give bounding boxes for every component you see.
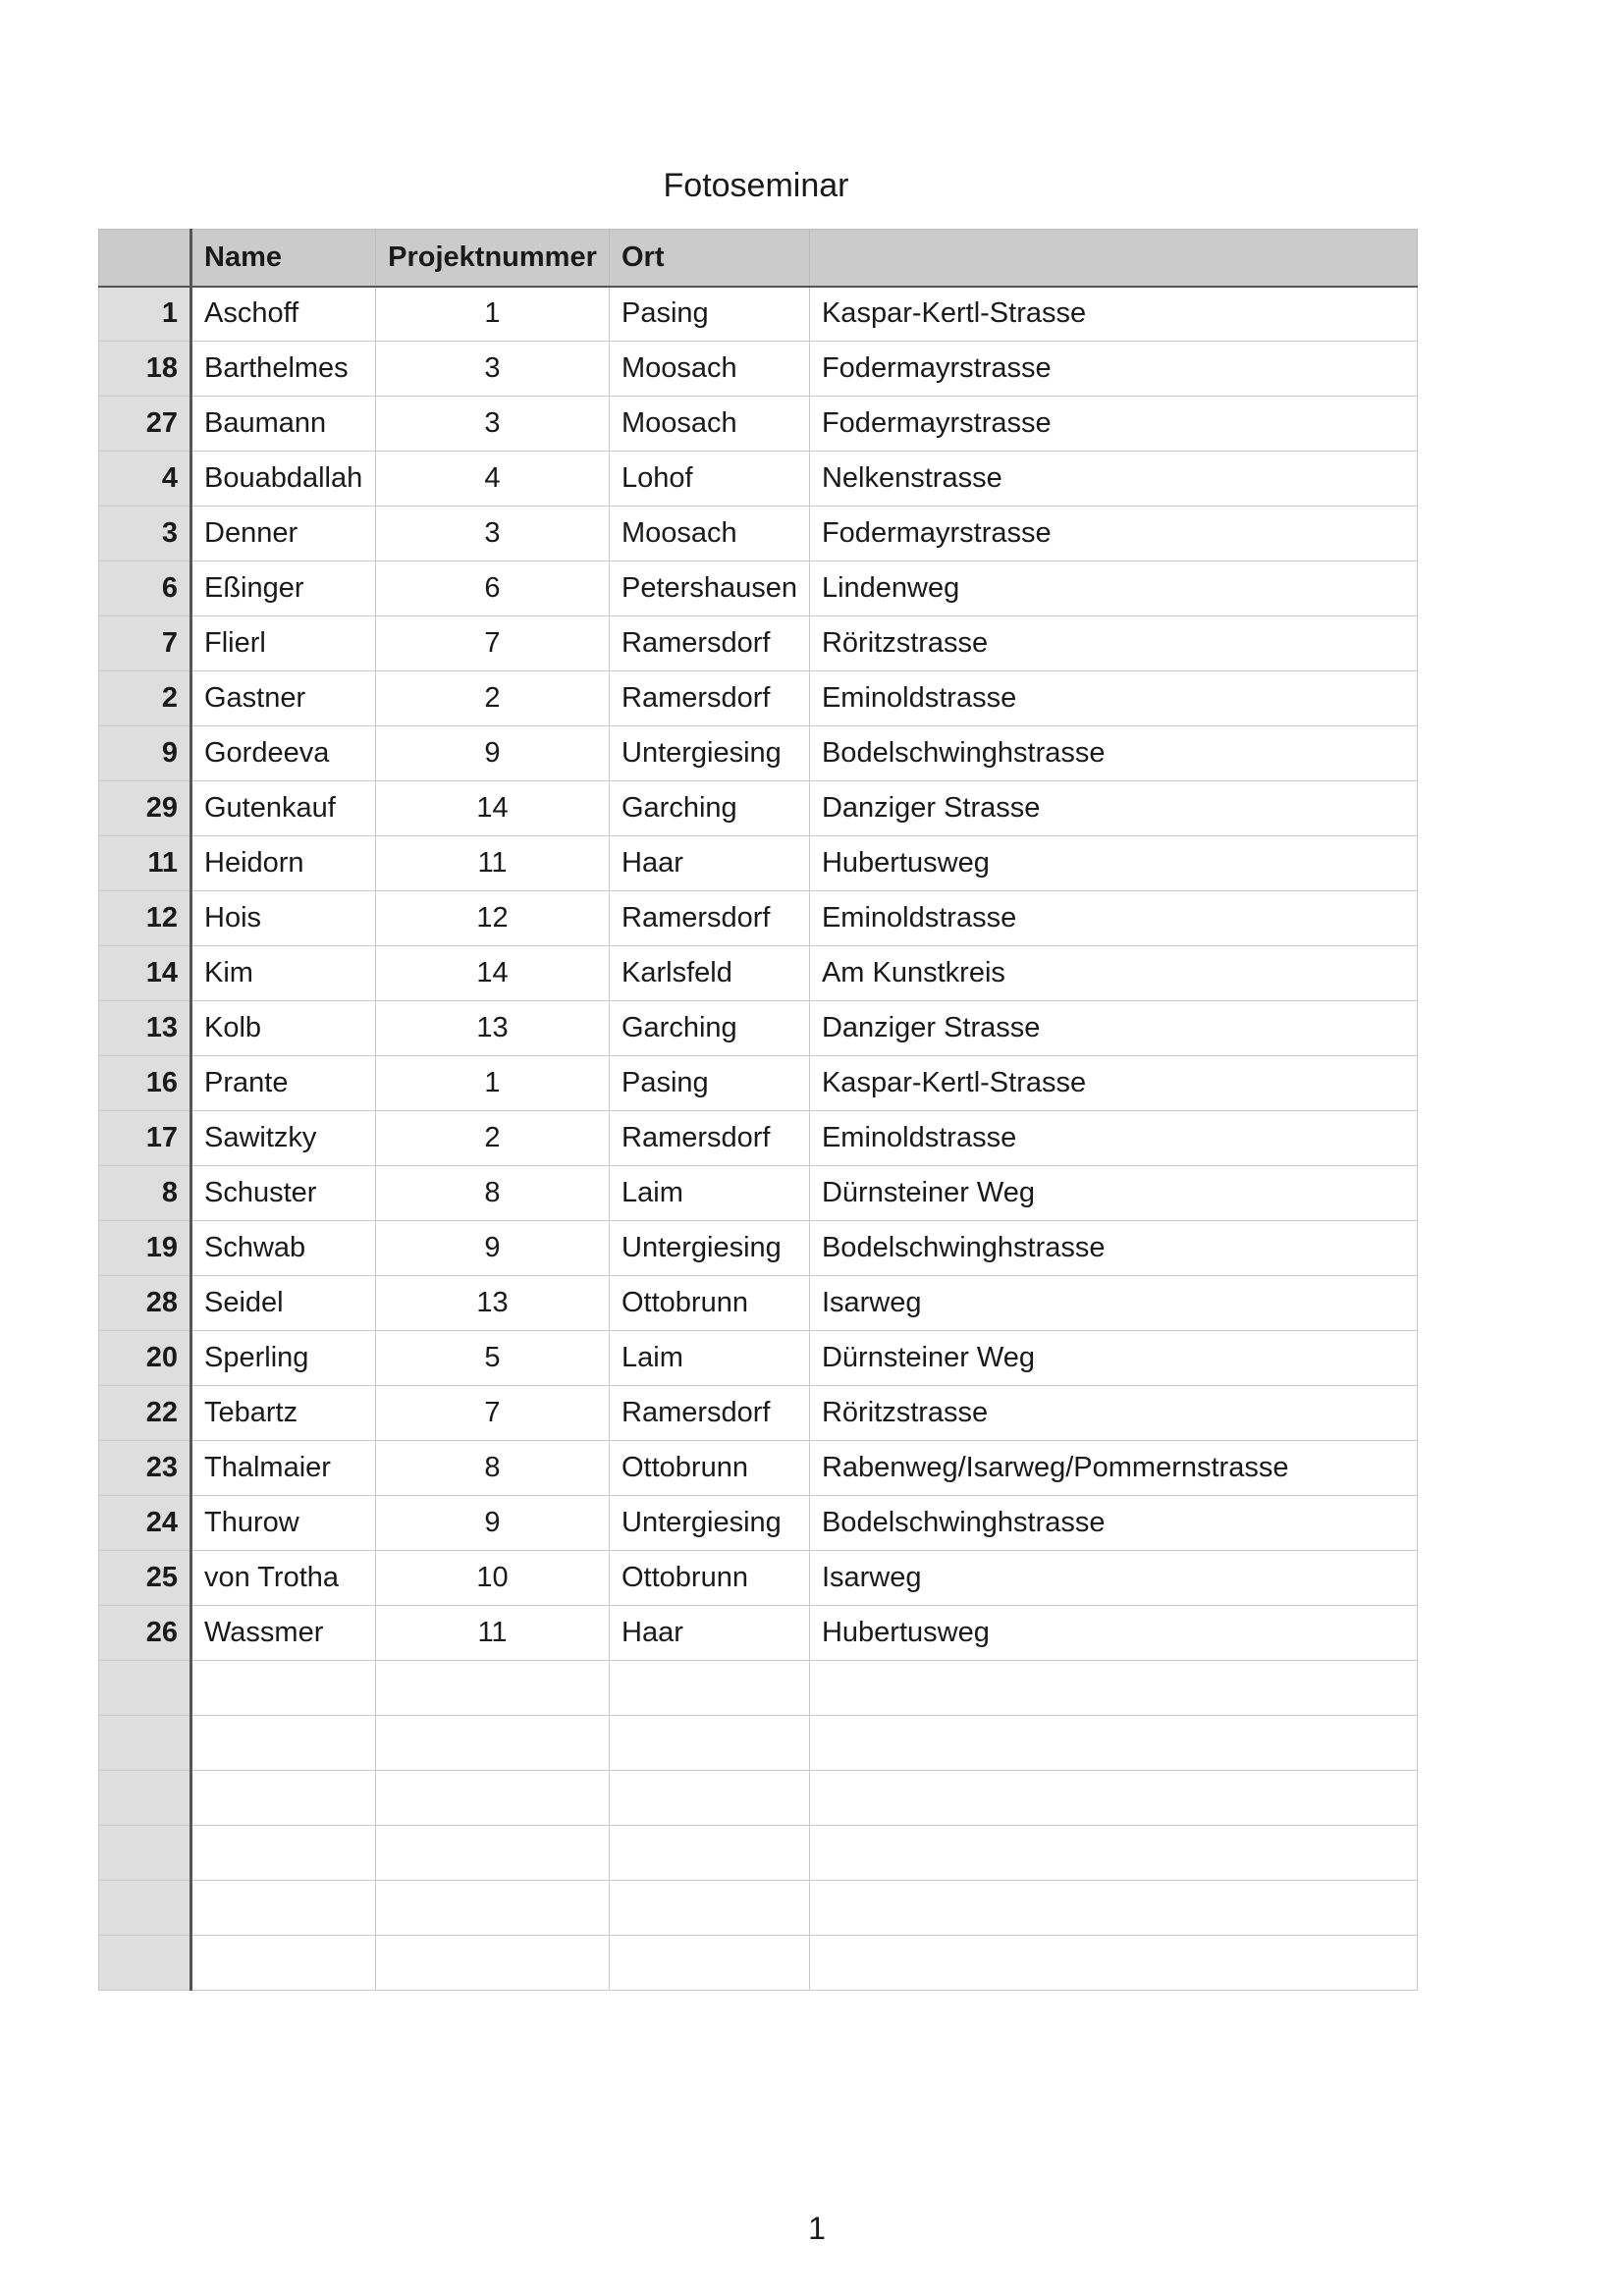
- row-index-cell: 28: [99, 1276, 191, 1331]
- name-cell: Barthelmes: [191, 342, 376, 397]
- projektnummer-cell: 8: [376, 1166, 610, 1221]
- ort-cell: Lohof: [610, 452, 810, 507]
- row-index-cell: 13: [99, 1001, 191, 1056]
- name-cell: von Trotha: [191, 1551, 376, 1606]
- table-row: [99, 1386, 1418, 1441]
- strasse-cell: Isarweg: [809, 1551, 1417, 1606]
- table-row: [99, 671, 1418, 726]
- header-strasse: [809, 230, 1417, 287]
- projektnummer-cell: [376, 1936, 610, 1991]
- ort-cell: Ramersdorf: [610, 671, 810, 726]
- table-row: [99, 1001, 1418, 1056]
- projektnummer-cell: [376, 1661, 610, 1716]
- table-row: [99, 1881, 1418, 1936]
- strasse-cell: Fodermayrstrasse: [809, 397, 1417, 452]
- table-row: [99, 287, 1418, 342]
- ort-cell: Pasing: [610, 1056, 810, 1111]
- strasse-cell: Bodelschwinghstrasse: [809, 1496, 1417, 1551]
- ort-cell: [610, 1936, 810, 1991]
- projektnummer-cell: 2: [376, 1111, 610, 1166]
- projektnummer-cell: 5: [376, 1331, 610, 1386]
- row-index-cell: 17: [99, 1111, 191, 1166]
- strasse-cell: Bodelschwinghstrasse: [809, 1221, 1417, 1276]
- name-cell: Schuster: [191, 1166, 376, 1221]
- row-index-cell: 22: [99, 1386, 191, 1441]
- table-row: [99, 1221, 1418, 1276]
- name-cell: Thalmaier: [191, 1441, 376, 1496]
- table-row: [99, 342, 1418, 397]
- row-index-cell: 6: [99, 561, 191, 616]
- row-index-cell: 16: [99, 1056, 191, 1111]
- projektnummer-cell: [376, 1771, 610, 1826]
- row-index-cell: 7: [99, 616, 191, 671]
- name-cell: Baumann: [191, 397, 376, 452]
- projektnummer-cell: 9: [376, 726, 610, 781]
- row-index-cell: 23: [99, 1441, 191, 1496]
- ort-cell: Laim: [610, 1166, 810, 1221]
- projektnummer-cell: 1: [376, 287, 610, 342]
- strasse-cell: Röritzstrasse: [809, 616, 1417, 671]
- strasse-cell: Fodermayrstrasse: [809, 507, 1417, 561]
- table-row: [99, 1496, 1418, 1551]
- name-cell: [191, 1826, 376, 1881]
- row-index-cell: [99, 1936, 191, 1991]
- projektnummer-cell: 14: [376, 781, 610, 836]
- strasse-cell: [809, 1716, 1417, 1771]
- strasse-cell: Kaspar-Kertl-Strasse: [809, 287, 1417, 342]
- ort-cell: Ramersdorf: [610, 1111, 810, 1166]
- projektnummer-cell: 7: [376, 616, 610, 671]
- page-title: Fotoseminar: [663, 167, 849, 204]
- projektnummer-cell: 13: [376, 1276, 610, 1331]
- ort-cell: Moosach: [610, 397, 810, 452]
- ort-cell: Ottobrunn: [610, 1551, 810, 1606]
- projektnummer-cell: 7: [376, 1386, 610, 1441]
- table-row: [99, 1111, 1418, 1166]
- participants-table: [98, 229, 1418, 1991]
- projektnummer-cell: 13: [376, 1001, 610, 1056]
- table-row: [99, 1166, 1418, 1221]
- row-index-cell: 19: [99, 1221, 191, 1276]
- name-cell: Prante: [191, 1056, 376, 1111]
- ort-cell: Karlsfeld: [610, 946, 810, 1001]
- ort-cell: Petershausen: [610, 561, 810, 616]
- projektnummer-cell: 2: [376, 671, 610, 726]
- projektnummer-cell: 11: [376, 836, 610, 891]
- table-row: [99, 1441, 1418, 1496]
- row-index-cell: [99, 1771, 191, 1826]
- row-index-cell: 1: [99, 287, 191, 342]
- strasse-cell: Danziger Strasse: [809, 1001, 1417, 1056]
- table-row: [99, 1936, 1418, 1991]
- table-row: [99, 397, 1418, 452]
- projektnummer-cell: 6: [376, 561, 610, 616]
- strasse-cell: [809, 1936, 1417, 1991]
- projektnummer-cell: [376, 1881, 610, 1936]
- strasse-cell: Dürnsteiner Weg: [809, 1331, 1417, 1386]
- table-row: [99, 1661, 1418, 1716]
- table-row: [99, 1606, 1418, 1661]
- table-row: [99, 1276, 1418, 1331]
- projektnummer-cell: [376, 1716, 610, 1771]
- projektnummer-cell: 1: [376, 1056, 610, 1111]
- name-cell: Bouabdallah: [191, 452, 376, 507]
- name-cell: [191, 1661, 376, 1716]
- ort-cell: Ottobrunn: [610, 1441, 810, 1496]
- name-cell: [191, 1771, 376, 1826]
- table-row: [99, 1056, 1418, 1111]
- strasse-cell: [809, 1661, 1417, 1716]
- row-index-cell: [99, 1881, 191, 1936]
- page-number: 1: [808, 2211, 826, 2246]
- table-row: [99, 452, 1418, 507]
- name-cell: Seidel: [191, 1276, 376, 1331]
- projektnummer-cell: [376, 1826, 610, 1881]
- name-cell: Sawitzky: [191, 1111, 376, 1166]
- table-row: [99, 1826, 1418, 1881]
- name-cell: Eßinger: [191, 561, 376, 616]
- row-index-cell: 4: [99, 452, 191, 507]
- table-row: [99, 1331, 1418, 1386]
- projektnummer-cell: 14: [376, 946, 610, 1001]
- header-ort: Ort: [610, 230, 810, 287]
- row-index-cell: 2: [99, 671, 191, 726]
- projektnummer-cell: 9: [376, 1496, 610, 1551]
- row-index-cell: 29: [99, 781, 191, 836]
- table-row: [99, 1551, 1418, 1606]
- ort-cell: Ottobrunn: [610, 1276, 810, 1331]
- name-cell: Flierl: [191, 616, 376, 671]
- header-index: [99, 230, 191, 287]
- table-row: [99, 507, 1418, 561]
- row-index-cell: 26: [99, 1606, 191, 1661]
- projektnummer-cell: 3: [376, 397, 610, 452]
- strasse-cell: Hubertusweg: [809, 836, 1417, 891]
- row-index-cell: 11: [99, 836, 191, 891]
- ort-cell: Untergiesing: [610, 1496, 810, 1551]
- name-cell: Heidorn: [191, 836, 376, 891]
- ort-cell: Haar: [610, 836, 810, 891]
- name-cell: Aschoff: [191, 287, 376, 342]
- strasse-cell: Eminoldstrasse: [809, 1111, 1417, 1166]
- header-row: [99, 230, 1418, 287]
- ort-cell: Untergiesing: [610, 1221, 810, 1276]
- strasse-cell: Danziger Strasse: [809, 781, 1417, 836]
- table-row: [99, 836, 1418, 891]
- name-cell: Kolb: [191, 1001, 376, 1056]
- strasse-cell: Fodermayrstrasse: [809, 342, 1417, 397]
- row-index-cell: [99, 1716, 191, 1771]
- header-projektnummer: Projektnummer: [376, 230, 610, 287]
- ort-cell: Ramersdorf: [610, 616, 810, 671]
- row-index-cell: 27: [99, 397, 191, 452]
- name-cell: Sperling: [191, 1331, 376, 1386]
- row-index-cell: 3: [99, 507, 191, 561]
- ort-cell: Laim: [610, 1331, 810, 1386]
- name-cell: [191, 1881, 376, 1936]
- ort-cell: Pasing: [610, 287, 810, 342]
- strasse-cell: Kaspar-Kertl-Strasse: [809, 1056, 1417, 1111]
- strasse-cell: Rabenweg/Isarweg/Pommernstrasse: [809, 1441, 1417, 1496]
- name-cell: Hois: [191, 891, 376, 946]
- table-row: [99, 1716, 1418, 1771]
- strasse-cell: Bodelschwinghstrasse: [809, 726, 1417, 781]
- row-index-cell: [99, 1661, 191, 1716]
- row-index-cell: 20: [99, 1331, 191, 1386]
- strasse-cell: [809, 1771, 1417, 1826]
- ort-cell: Moosach: [610, 342, 810, 397]
- ort-cell: [610, 1881, 810, 1936]
- row-index-cell: 8: [99, 1166, 191, 1221]
- ort-cell: [610, 1826, 810, 1881]
- name-cell: [191, 1716, 376, 1771]
- name-cell: Gordeeva: [191, 726, 376, 781]
- strasse-cell: Eminoldstrasse: [809, 671, 1417, 726]
- ort-cell: [610, 1716, 810, 1771]
- name-cell: Gutenkauf: [191, 781, 376, 836]
- projektnummer-cell: 9: [376, 1221, 610, 1276]
- row-index-cell: 24: [99, 1496, 191, 1551]
- header-name: Name: [191, 230, 376, 287]
- ort-cell: Untergiesing: [610, 726, 810, 781]
- strasse-cell: Am Kunstkreis: [809, 946, 1417, 1001]
- projektnummer-cell: 3: [376, 342, 610, 397]
- ort-cell: Ramersdorf: [610, 1386, 810, 1441]
- table-row: [99, 726, 1418, 781]
- ort-cell: Ramersdorf: [610, 891, 810, 946]
- ort-cell: Garching: [610, 1001, 810, 1056]
- table-row: [99, 616, 1418, 671]
- strasse-cell: [809, 1826, 1417, 1881]
- row-index-cell: [99, 1826, 191, 1881]
- projektnummer-cell: 4: [376, 452, 610, 507]
- strasse-cell: Eminoldstrasse: [809, 891, 1417, 946]
- strasse-cell: Röritzstrasse: [809, 1386, 1417, 1441]
- name-cell: Denner: [191, 507, 376, 561]
- row-index-cell: 12: [99, 891, 191, 946]
- name-cell: Schwab: [191, 1221, 376, 1276]
- strasse-cell: Hubertusweg: [809, 1606, 1417, 1661]
- table-row: [99, 946, 1418, 1001]
- table-row: [99, 891, 1418, 946]
- table-body: [99, 287, 1418, 1991]
- projektnummer-cell: 11: [376, 1606, 610, 1661]
- row-index-cell: 14: [99, 946, 191, 1001]
- table-row: [99, 561, 1418, 616]
- row-index-cell: 18: [99, 342, 191, 397]
- name-cell: [191, 1936, 376, 1991]
- name-cell: Gastner: [191, 671, 376, 726]
- ort-cell: Garching: [610, 781, 810, 836]
- row-index-cell: 9: [99, 726, 191, 781]
- ort-cell: Haar: [610, 1606, 810, 1661]
- strasse-cell: Lindenweg: [809, 561, 1417, 616]
- projektnummer-cell: 10: [376, 1551, 610, 1606]
- table-row: [99, 1771, 1418, 1826]
- table-row: [99, 781, 1418, 836]
- strasse-cell: Dürnsteiner Weg: [809, 1166, 1417, 1221]
- row-index-cell: 25: [99, 1551, 191, 1606]
- ort-cell: [610, 1661, 810, 1716]
- name-cell: Tebartz: [191, 1386, 376, 1441]
- name-cell: Wassmer: [191, 1606, 376, 1661]
- ort-cell: Moosach: [610, 507, 810, 561]
- strasse-cell: Nelkenstrasse: [809, 452, 1417, 507]
- ort-cell: [610, 1771, 810, 1826]
- name-cell: Kim: [191, 946, 376, 1001]
- projektnummer-cell: 3: [376, 507, 610, 561]
- projektnummer-cell: 12: [376, 891, 610, 946]
- name-cell: Thurow: [191, 1496, 376, 1551]
- strasse-cell: Isarweg: [809, 1276, 1417, 1331]
- projektnummer-cell: 8: [376, 1441, 610, 1496]
- strasse-cell: [809, 1881, 1417, 1936]
